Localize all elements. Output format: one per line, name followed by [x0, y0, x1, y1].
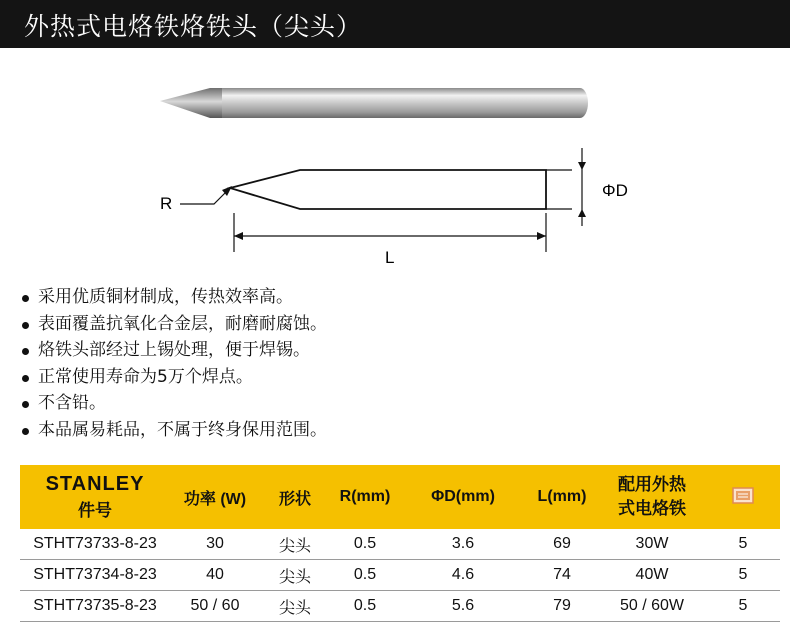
- spec-table: [20, 465, 780, 622]
- cell-d: 5.6: [400, 591, 526, 622]
- cell-part-no: STHT73733-8-23: [20, 529, 170, 560]
- shape-header: 形状: [278, 490, 311, 508]
- cell-d: 3.6: [400, 529, 526, 560]
- cell-l: 74: [526, 560, 598, 591]
- soldering-tip-image: [150, 84, 600, 124]
- page-title: 外热式电烙铁烙铁头（尖头）: [24, 12, 363, 41]
- feature-item: 采用优质铜材制成，传热效率高。: [20, 284, 327, 311]
- cell-part-no: STHT73734-8-23: [20, 560, 170, 591]
- brand-header: [20, 465, 170, 529]
- cell-qty: 5: [706, 560, 780, 591]
- part-no-header: 件号: [78, 501, 112, 520]
- d-header: ΦD(mm): [431, 488, 495, 505]
- cell-part-no: STHT73735-8-23: [20, 591, 170, 622]
- cell-shape: 尖头: [260, 529, 330, 560]
- package-icon: [732, 485, 754, 505]
- l-header: L(mm): [537, 488, 587, 505]
- cell-l: 79: [526, 591, 598, 622]
- feature-item: 不含铅。: [20, 390, 327, 417]
- cell-iron: 40W: [598, 560, 706, 591]
- feature-item: 正常使用寿命为5万个焊点。: [20, 364, 327, 391]
- cell-r: 0.5: [330, 591, 400, 622]
- cell-qty: 5: [706, 591, 780, 622]
- l-dimension-label: L: [385, 248, 395, 267]
- table-row: [20, 529, 780, 560]
- d-dimension-label: ΦD: [602, 181, 628, 200]
- cell-r: 0.5: [330, 560, 400, 591]
- cell-power: 50 / 60: [170, 591, 260, 622]
- cell-l: 69: [526, 529, 598, 560]
- table-header-row: [20, 465, 780, 529]
- cell-d: 4.6: [400, 560, 526, 591]
- tip-outline: [230, 170, 546, 209]
- dimension-drawing: [150, 140, 650, 270]
- feature-item: 烙铁头部经过上锡处理，便于焊锡。: [20, 337, 327, 364]
- table-row: [20, 591, 780, 622]
- table-row: [20, 560, 780, 591]
- brand-logo: STANLEY: [45, 473, 145, 495]
- cell-shape: 尖头: [260, 560, 330, 591]
- cell-r: 0.5: [330, 529, 400, 560]
- power-header: 功率 (W): [183, 490, 247, 508]
- cell-qty: 5: [706, 529, 780, 560]
- iron-header-line2: 式电烙铁: [618, 499, 686, 518]
- title-bar: [0, 0, 790, 51]
- cell-shape: 尖头: [260, 591, 330, 622]
- feature-item: 本品属易耗品，不属于终身保用范围。: [20, 417, 327, 444]
- package-header: [706, 465, 780, 529]
- cell-iron: 30W: [598, 529, 706, 560]
- cell-iron: 50 / 60W: [598, 591, 706, 622]
- r-header: R(mm): [339, 488, 391, 505]
- cell-power: 30: [170, 529, 260, 560]
- r-dimension-label: R: [160, 194, 173, 213]
- iron-header: [598, 465, 706, 529]
- cell-power: 40: [170, 560, 260, 591]
- iron-header-line1: 配用外热: [618, 475, 686, 494]
- feature-item: 表面覆盖抗氧化合金层，耐磨耐腐蚀。: [20, 311, 327, 338]
- feature-list: [20, 284, 327, 444]
